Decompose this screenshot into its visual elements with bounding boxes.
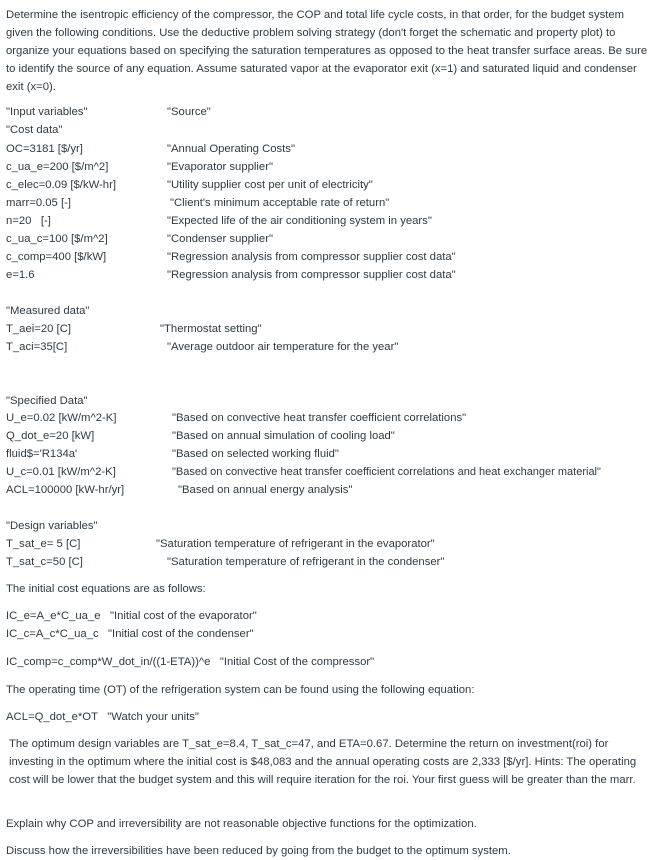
cost-data-row [6,176,652,194]
source-text: "Evaporator supplier" [167,161,273,173]
source-text: "Regression analysis from compressor supplier cost data" [167,251,456,263]
variable-text: c_ua_e=200 [$/m^2] [6,161,109,173]
source-text: "Regression analysis from compressor supplier cost data" [167,269,456,281]
source-text: "Based on convective heat transfer coefficient correlations" [172,412,467,424]
input-variables-label: "Input variables" [6,106,88,118]
source-text: "Saturation temperature of refrigerant in the condenser" [167,556,445,568]
initial-cost-intro: The initial cost equations are as follows: [6,583,206,595]
variable-text: OC=3181 [$/yr] [6,143,83,155]
specified-data-title: "Specified Data" [6,395,88,407]
source-text: "Annual Operating Costs" [167,143,295,155]
source-text: "Utility supplier cost per unit of electricity" [167,179,373,191]
variable-text: U_e=0.02 [kW/m^2-K] [6,412,117,424]
cost-data-row [6,248,652,266]
design-variables-row [6,535,652,553]
specified-data-row [6,481,652,499]
variable-text: T_sat_e= 5 [C] [6,538,81,550]
variable-text: fluid$='R134a' [6,448,78,460]
variable-text: U_c=0.01 [kW/m^2-K] [6,466,116,478]
cost-data-row [6,212,652,230]
cost-data-row [6,158,652,176]
design-variables-row [6,553,652,571]
source-text: "Based on annual simulation of cooling load" [172,430,395,442]
variable-text: Q_dot_e=20 [kW] [6,430,95,442]
variable-text: n=20 [-] [6,215,51,227]
source-text: "Based on convective heat transfer coefficient correlations and heat exchanger material" [172,466,601,478]
specified-data-row [6,445,652,463]
optimum-paragraph: The optimum design variables are T_sat_e=8.4, T_sat_c=47, and ETA=0.67. Determine the return on investment(roi) for investing in the optimum where the initial cost is $48,083 and the annual operating costs are 2,333 [$/yr]. Hints: The operating cost will be lower that the budget system and this will require iteration for the roi. Your first guess will be greater than the marr. [9,738,637,786]
specified-data-row [6,409,652,427]
cost-data-row [6,140,652,158]
variable-text: ACL=100000 [kW-hr/yr] [6,484,125,496]
source-text: "Average outdoor air temperature for the year" [167,341,399,353]
source-text: "Based on selected working fluid" [172,448,339,460]
source-text: "Thermostat setting" [160,323,262,335]
discuss-question: Discuss how the irreversibilities have been reduced by going from the budget to the optimum system. [6,845,511,857]
operating-time-intro: The operating time (OT) of the refrigeration system can be found using the following equation: [6,684,475,696]
variable-text: c_elec=0.09 [$/kW-hr] [6,179,116,191]
variable-text: c_comp=400 [$/kW] [6,251,107,263]
variable-text: T_aci=35[C] [6,341,68,353]
equation-ic-c: IC_c=A_c*C_ua_c "Initial cost of the condenser" [6,628,254,640]
source-text: "Based on annual energy analysis" [178,484,353,496]
equation-ic-comp: IC_comp=c_comp*W_dot_in/((1-ETA))^e "Initial Cost of the compressor" [6,656,375,668]
variable-text: T_sat_c=50 [C] [6,556,83,568]
variable-text: marr=0.05 [-] [6,197,71,209]
cost-data-row [6,194,652,212]
specified-data-row [6,463,652,481]
source-text: "Saturation temperature of refrigerant in the evaporator" [156,538,435,550]
variable-text: e=1.6 [6,269,35,281]
cost-data-row [6,266,652,284]
equation-ic-e: IC_e=A_e*C_ua_e "Initial cost of the evaporator" [6,610,257,622]
explain-question: Explain why COP and irreversibility are not reasonable objective functions for the optimization. [6,818,477,830]
source-text: "Condenser supplier" [167,233,273,245]
specified-data-row [6,427,652,445]
source-text: "Client's minimum acceptable rate of return" [170,197,390,209]
measured-data-title: "Measured data" [6,305,90,317]
equation-acl: ACL=Q_dot_e*OT "Watch your units" [6,711,199,723]
design-variables-title: "Design variables" [6,520,98,532]
source-label: "Source" [167,106,211,118]
cost-data-row [6,230,652,248]
measured-data-row [6,320,652,338]
variable-text: T_aei=20 [C] [6,323,71,335]
intro-paragraph: Determine the isentropic efficiency of the compressor, the COP and total life cycle costs, in that order, for the budget system given the following conditions. Use the deductive problem solving strategy (don't forget the schematic and property plot) to organize your equations based on specifying the saturation temperatures as opposed to the heat transfer surface areas. Be sure to identify the source of any equation. Assume saturated vapor at the evaporator exit (x=1) and saturated liquid and condenser exit (x=0). [6,9,648,93]
variable-text: c_ua_c=100 [$/m^2] [6,233,108,245]
cost-data-title: "Cost data" [6,124,63,136]
input-variables-header [6,103,652,121]
measured-data-row [6,338,652,356]
source-text: "Expected life of the air conditioning system in years" [167,215,432,227]
